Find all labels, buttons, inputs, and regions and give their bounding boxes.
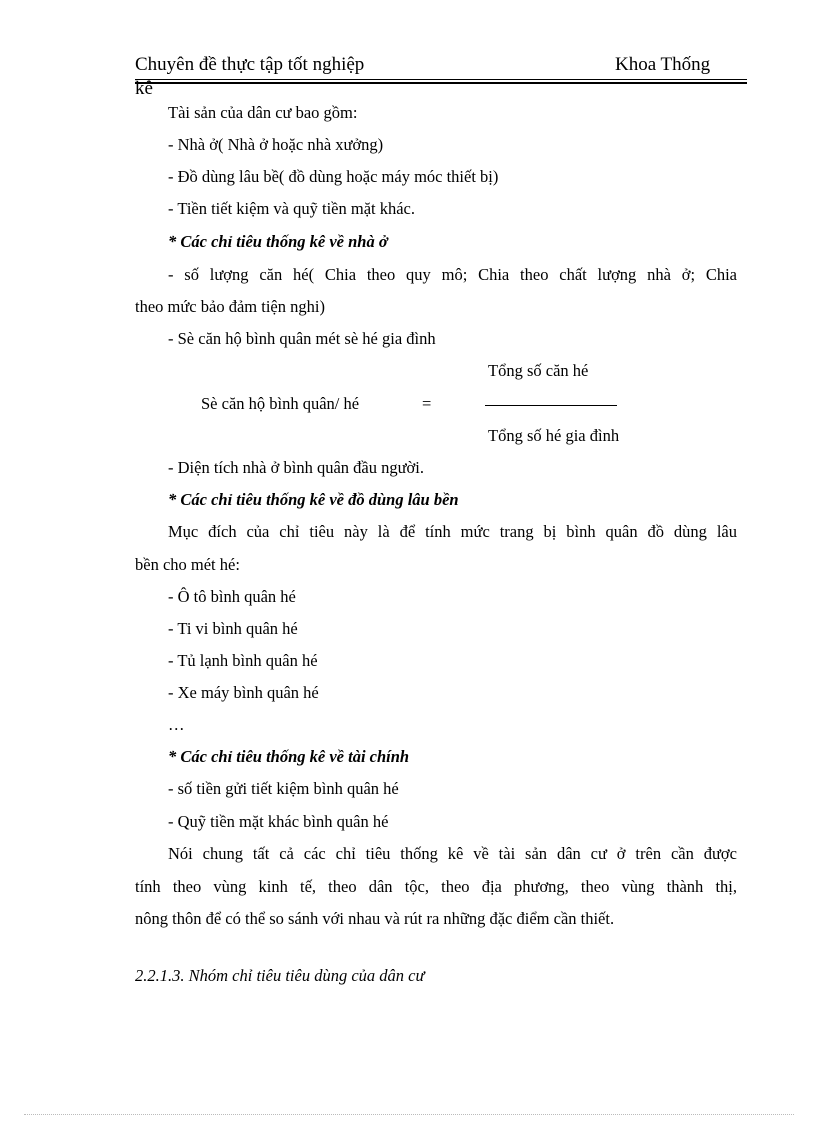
subsection-title: 2.2.1.3. Nhóm chỉ tiêu tiêu dùng của dân cư	[135, 966, 425, 985]
body-line: - Nhà ở( Nhà ở hoặc nhà xưởng)	[168, 135, 384, 154]
body-line: - Tiền tiết kiệm và quỹ tiền mặt khác.	[168, 199, 416, 218]
page-bottom-border	[24, 1114, 794, 1115]
list-ellipsis: …	[168, 715, 185, 734]
header-title: Chuyên đề thực tập tốt nghiệp	[135, 54, 365, 75]
body-line: - Diện tích nhà ở bình quân đầu người.	[168, 458, 424, 477]
body-line: Mục đích của chỉ tiêu này là để tính mức trang bị bình quân đồ dùng lâu	[168, 522, 737, 541]
body-line: tính theo vùng kinh tế, theo dân tộc, theo địa phương, theo vùng thành thị,	[135, 877, 737, 896]
body-line: - Sè căn hộ bình quân mét sè hé gia đình	[168, 329, 436, 348]
list-item: - Ti vi bình quân hé	[168, 619, 298, 638]
header-rule-thick	[135, 82, 747, 84]
formula-fraction-bar	[485, 405, 617, 406]
formula-numerator: Tổng số căn hé	[488, 361, 589, 380]
header-rule-thin	[135, 79, 747, 80]
list-item: - Quỹ tiền mặt khác bình quân hé	[168, 812, 389, 831]
formula-label: Sè căn hộ bình quân/ hé	[201, 394, 360, 413]
page-header	[135, 54, 747, 80]
list-item: - số tiền gửi tiết kiệm bình quân hé	[168, 779, 399, 798]
formula-equals: =	[422, 394, 432, 413]
list-item: - Tủ lạnh bình quân hé	[168, 651, 318, 670]
formula-denominator: Tổng số hé gia đình	[488, 426, 620, 445]
section-heading-durables: * Các chỉ tiêu thống kê về đồ dùng lâu bền	[168, 490, 459, 509]
list-item: - Ô tô bình quân hé	[168, 587, 296, 606]
section-heading-housing: * Các chỉ tiêu thống kê về nhà ở	[168, 232, 388, 251]
body-line: nông thôn để có thể so sánh với nhau và rút ra những đặc điểm cần thiết.	[135, 909, 615, 928]
header-faculty: Khoa Thống	[615, 54, 711, 75]
header-faculty-wrap: kê	[135, 78, 153, 99]
body-line: theo mức bảo đảm tiện nghi)	[135, 297, 325, 316]
body-line: - Đồ dùng lâu bề( đồ dùng hoặc máy móc thiết bị)	[168, 167, 499, 186]
body-line: Tài sản của dân cư bao gồm:	[168, 103, 358, 122]
list-item: - Xe máy bình quân hé	[168, 683, 319, 702]
section-heading-finance: * Các chỉ tiêu thống kê về tài chính	[168, 747, 410, 766]
body-line: - số lượng căn hé( Chia theo quy mô; Chia theo chất lượng nhà ở; Chia	[168, 265, 737, 284]
body-line: Nói chung tất cả các chỉ tiêu thống kê về tài sản dân cư ở trên cần được	[168, 844, 737, 863]
body-line: bền cho mét hé:	[135, 555, 240, 574]
